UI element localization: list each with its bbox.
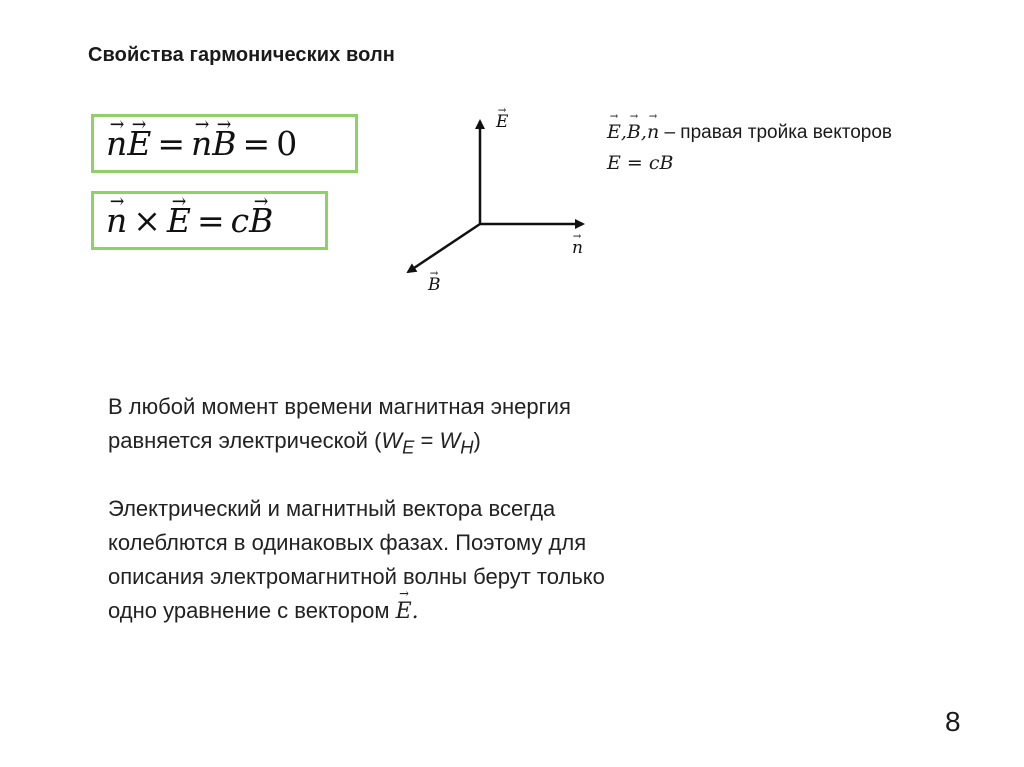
vector-E: → E bbox=[607, 117, 621, 147]
equals-sign: = bbox=[242, 124, 271, 163]
vector-n: → n bbox=[106, 201, 127, 240]
paragraph-phase-equality: Электрический и магнитный вектора всегда колеблются в одинаковых фазах. Поэтому для описания электромагнитной волны берут только одно уравнение с вектором → E. bbox=[108, 492, 768, 629]
vector-E: → E bbox=[396, 595, 412, 629]
slide-title: Свойства гармонических волн bbox=[88, 44, 395, 66]
vector-axes-diagram bbox=[395, 95, 595, 285]
vector-B: → B bbox=[249, 201, 273, 240]
vector-B: → B bbox=[627, 117, 641, 147]
formula-box-dot-products bbox=[91, 114, 358, 173]
axis-label-n: → n bbox=[572, 238, 583, 258]
axis-B-arrow bbox=[408, 224, 480, 272]
vector-n: → n bbox=[106, 124, 127, 163]
equals-sign: = bbox=[197, 201, 225, 240]
right-triple-note: → E,→ B,→ n – правая тройка векторов E = cB bbox=[607, 117, 892, 178]
vector-E: → E bbox=[127, 124, 151, 163]
speed-of-light-c: c bbox=[230, 201, 250, 240]
axis-label-B: → B bbox=[428, 275, 441, 295]
right-triple-text: – правая тройка векторов bbox=[659, 122, 893, 143]
vector-n: → n bbox=[191, 124, 212, 163]
times-sign: × bbox=[133, 201, 161, 240]
paragraph-energy-equality: В любой момент времени магнитная энергия равняется электрической $(W_E = W_H)$ bbox=[108, 394, 571, 458]
relation-E-cB: E = cB bbox=[607, 152, 674, 174]
vector-n: → n bbox=[647, 117, 659, 147]
page-number: 8 bbox=[945, 706, 961, 737]
vector-E: → E bbox=[167, 201, 191, 240]
zero: 0 bbox=[276, 124, 298, 163]
vector-B: → B bbox=[212, 124, 236, 163]
formula-box-cross-product bbox=[91, 191, 328, 250]
axis-label-E: → E bbox=[496, 112, 508, 132]
equals-sign: = bbox=[157, 124, 186, 163]
